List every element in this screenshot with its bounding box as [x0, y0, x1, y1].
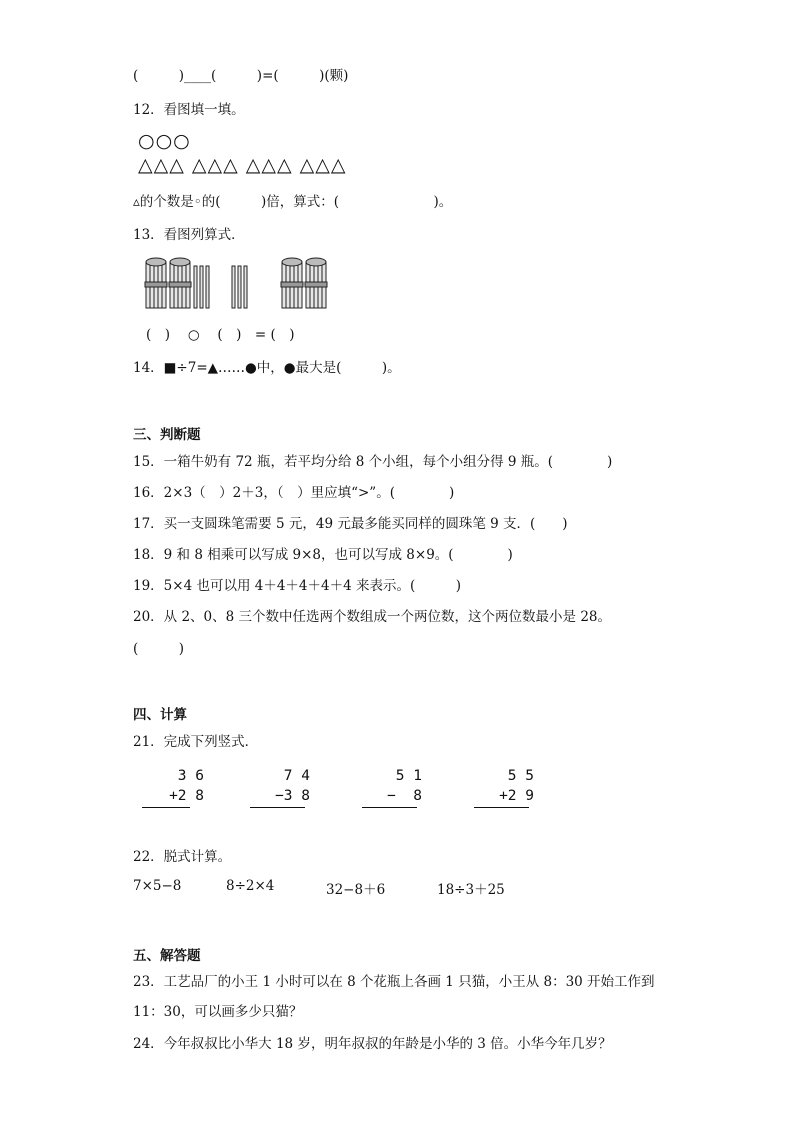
vertical-rule: [142, 807, 190, 808]
question-13-formula: ( ) ○ ( ) = ( ): [146, 327, 295, 343]
triangles-figure: △△△ △△△ △△△ △△△: [138, 154, 347, 176]
question-23-line-1: 23．工艺品厂的小王 1 小时可以在 8 个花瓶上各画 1 只猫，小王从 8：30 开始工作到: [133, 974, 655, 990]
vertical-top: 7 4: [283, 768, 310, 784]
question-23-line-2: 11：30，可以画多少只猫？: [133, 1004, 303, 1020]
vertical-top: 5 1: [395, 768, 422, 784]
question-13: 13．看图列算式．: [133, 227, 245, 243]
calc-expression: 7×5−8: [133, 878, 182, 894]
calc-expression: 18÷3＋25: [437, 882, 505, 898]
vertical-calc-4: [464, 766, 544, 808]
vertical-calc-1: [134, 766, 214, 808]
vertical-calc-2: [240, 766, 320, 808]
vertical-bottom: +2 8: [169, 788, 204, 804]
vertical-top: 3 6: [177, 768, 204, 784]
vertical-bottom: − 8: [387, 788, 422, 804]
vertical-calc-3: [352, 766, 432, 808]
vertical-bottom: −3 8: [275, 788, 310, 804]
question-19: 19．5×4 也可以用 4＋4＋4＋4＋4 来表示。( ): [133, 578, 462, 594]
blank-line-11: ( )____( )=( )(颗): [133, 68, 349, 84]
question-18: 18．9 和 8 相乘可以写成 9×8，也可以写成 8×9。( ): [133, 547, 513, 563]
section-3-title: 三、判断题: [133, 427, 201, 443]
question-12: 12．看图填一填。: [133, 102, 245, 118]
question-15: 15．一箱牛奶有 72 瓶，若平均分给 8 个小组，每个小组分得 9 瓶。( ): [133, 454, 613, 470]
question-17: 17．买一支圆珠笔需要 5 元，49 元最多能买同样的圆珠笔 9 支．( ): [133, 516, 568, 532]
question-20-blank: ( ): [133, 641, 185, 657]
calc-expression: 32−8＋6: [326, 882, 386, 898]
vertical-top: 5 5: [507, 768, 534, 784]
question-16: 16．2×3（ ）2＋3，（ ）里应填“>”。( ): [133, 485, 455, 501]
vertical-bottom: +2 9: [499, 788, 534, 804]
section-5-title: 五、解答题: [133, 948, 201, 964]
vertical-rule: [362, 807, 417, 808]
question-21: 21．完成下列竖式．: [133, 734, 259, 750]
circles-figure: ○○○: [138, 130, 191, 152]
question-20: 20．从 2、0、8 三个数中任选两个数组成一个两位数，这个两位数最小是 28。: [133, 609, 611, 625]
question-14: 14．■÷7=▲……●中，●最大是( )。: [133, 360, 401, 376]
question-12-blank: ▵的个数是◦的( )倍，算式：( )。: [133, 194, 453, 210]
question-24: 24．今年叔叔比小华大 18 岁，明年叔叔的年龄是小华的 3 倍。小华今年几岁？: [133, 1036, 612, 1052]
vertical-rule: [474, 807, 529, 808]
question-22: 22．脱式计算。: [133, 849, 232, 865]
calc-expression: 8÷2×4: [226, 878, 275, 894]
vertical-rule: [250, 807, 305, 808]
section-4-title: 四、计算: [133, 707, 187, 723]
stick-bundles-figure: [140, 256, 330, 316]
